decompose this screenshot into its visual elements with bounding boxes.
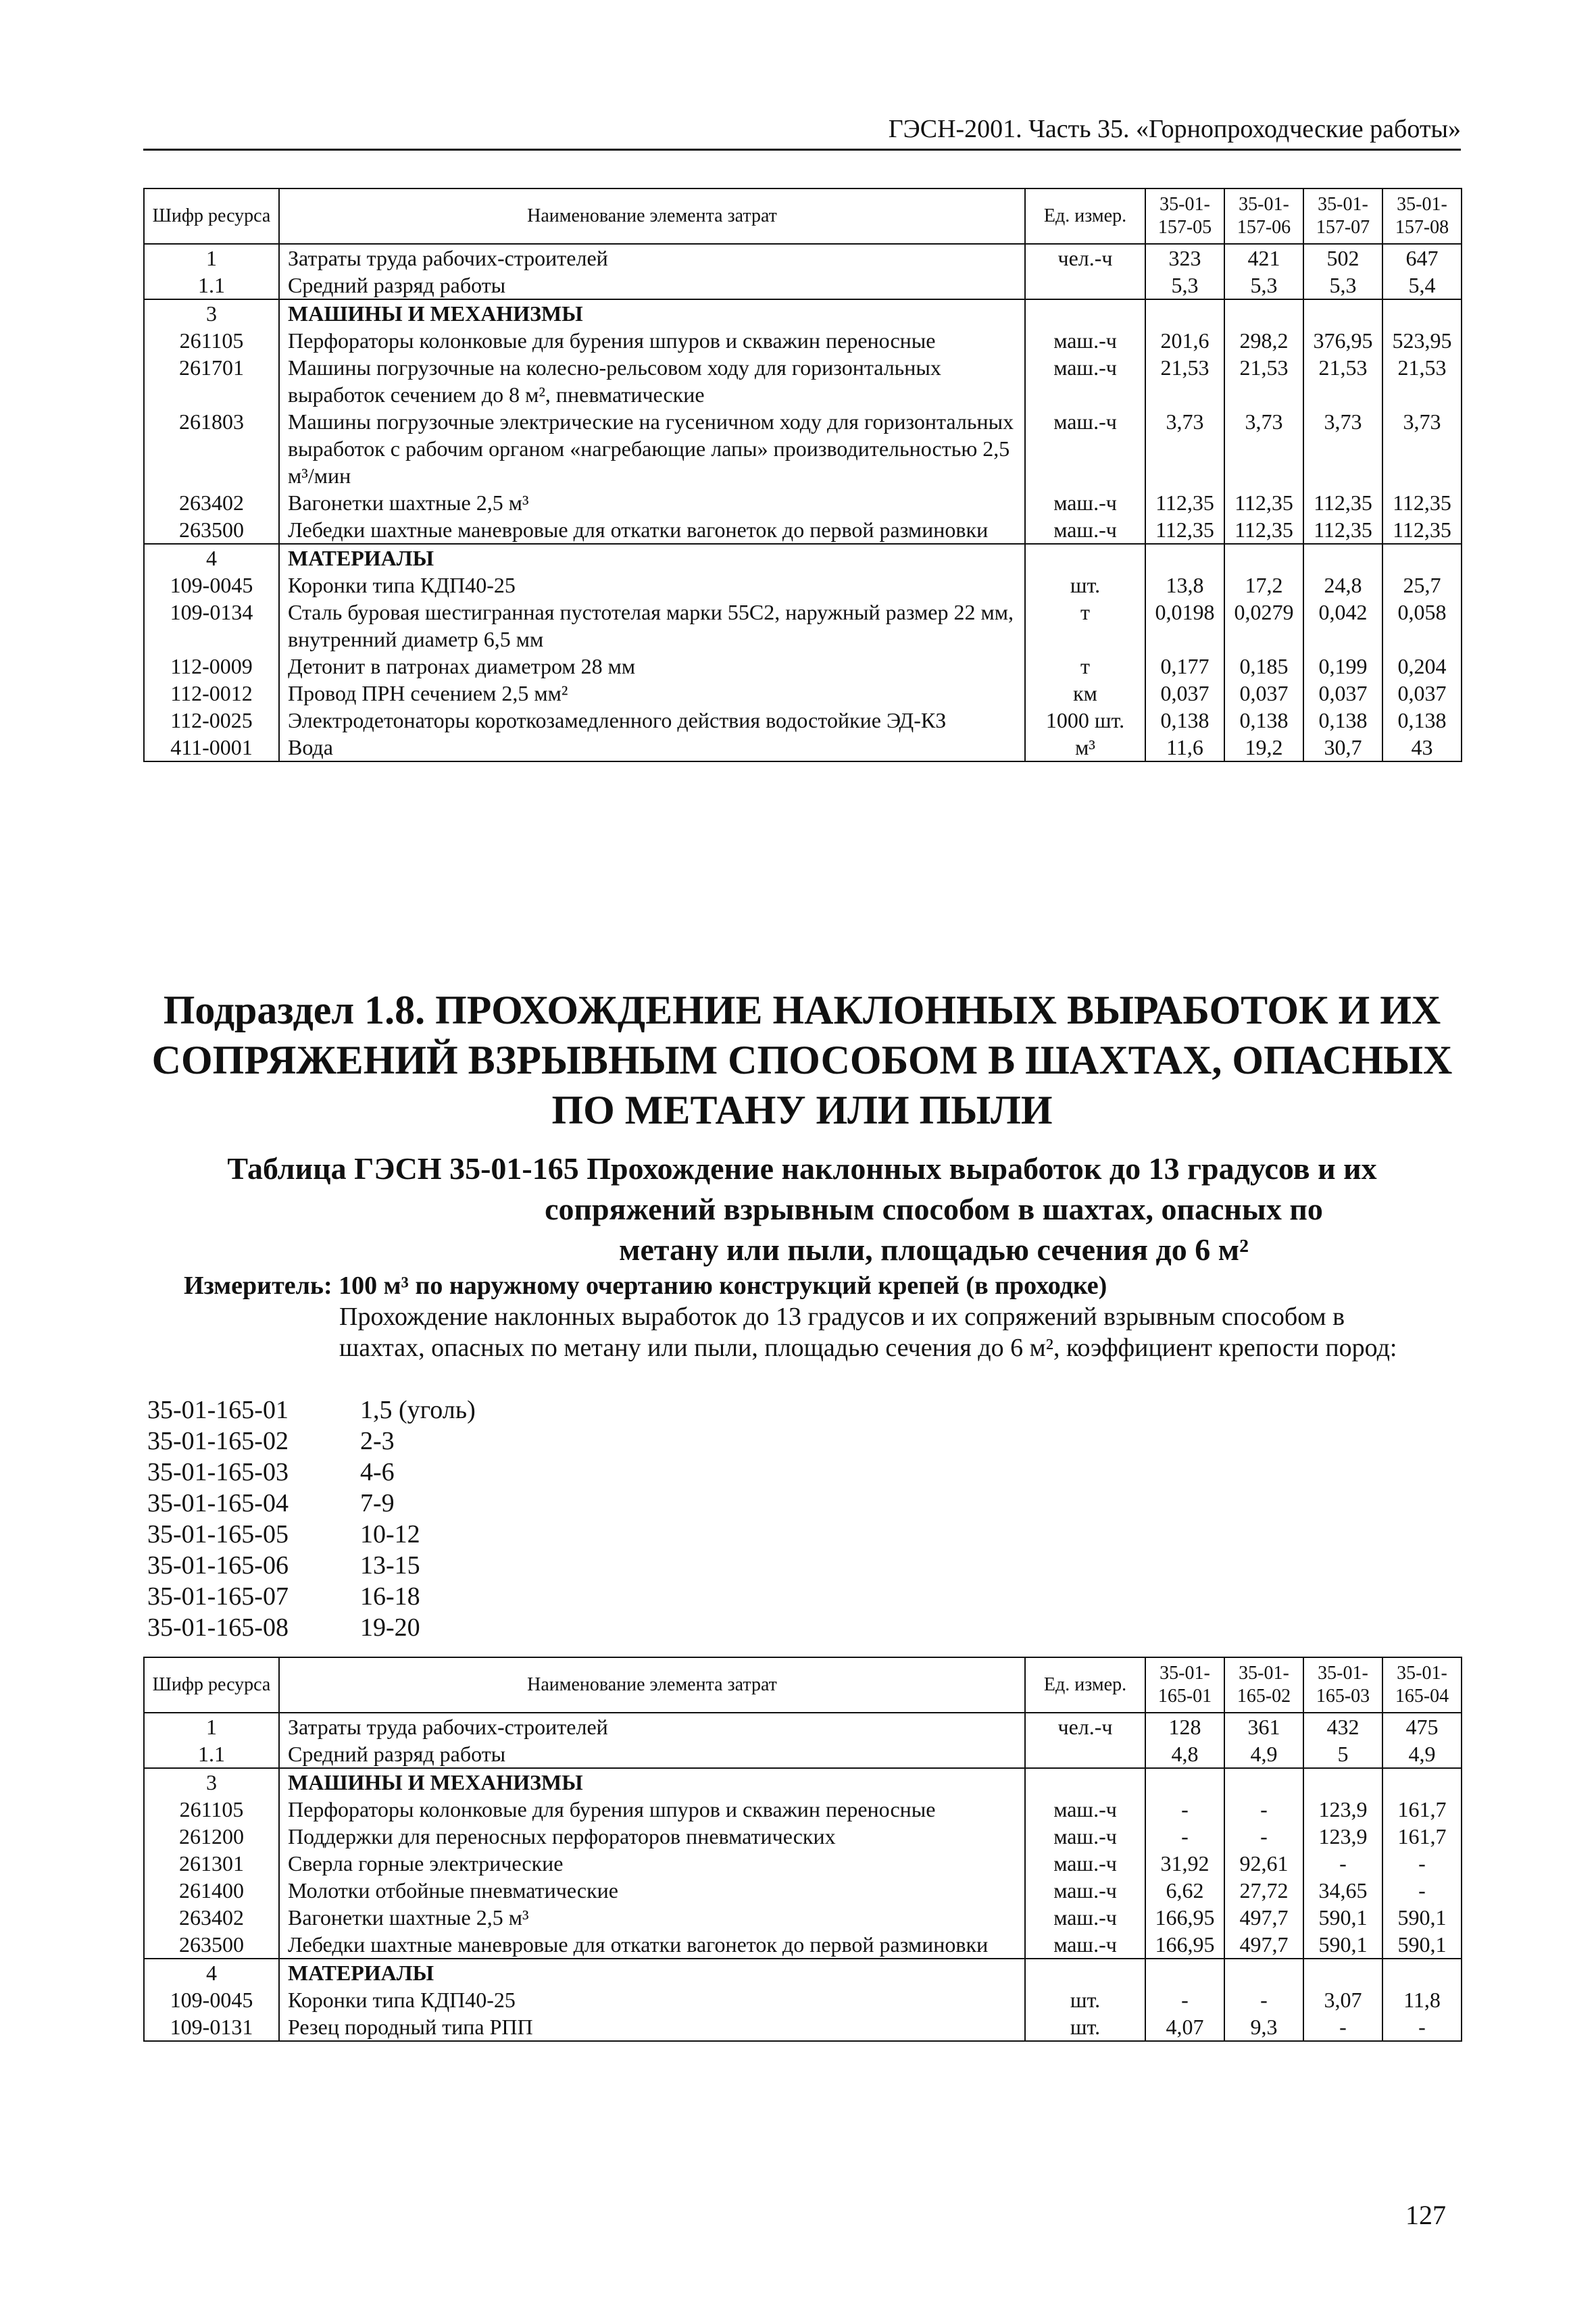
cell-value: 3,73 bbox=[1145, 408, 1224, 489]
cell-name: Вода bbox=[279, 734, 1025, 761]
table-body bbox=[144, 1657, 1462, 2041]
code-list-value: 16-18 bbox=[360, 1582, 420, 1611]
cell-value: 590,1 bbox=[1382, 1904, 1462, 1931]
table-row bbox=[144, 1823, 1462, 1850]
code-list-value: 4-6 bbox=[360, 1458, 395, 1486]
cell-value: 432 bbox=[1303, 1713, 1382, 1740]
cell-value: 13,8 bbox=[1145, 572, 1224, 599]
cell-code: 261105 bbox=[144, 327, 279, 354]
cell-value: - bbox=[1382, 2013, 1462, 2041]
cell-value: 17,2 bbox=[1224, 572, 1303, 599]
cell-value: 21,53 bbox=[1382, 354, 1462, 408]
table-row bbox=[144, 1877, 1462, 1904]
cell-value bbox=[1382, 299, 1462, 327]
cell-unit: шт. bbox=[1025, 2013, 1145, 2041]
cell-value: 34,65 bbox=[1303, 1877, 1382, 1904]
cell-value bbox=[1382, 1959, 1462, 1986]
cell-value: 161,7 bbox=[1382, 1823, 1462, 1850]
code-list-code: 35-01-165-06 bbox=[147, 1551, 289, 1580]
cell-value: 166,95 bbox=[1145, 1931, 1224, 1959]
cell-name: Затраты труда рабочих-строителей bbox=[279, 244, 1025, 272]
cell-value bbox=[1224, 544, 1303, 572]
cell-name: Лебедки шахтные маневровые для откатки вагонеток до первой разминовки bbox=[279, 1931, 1025, 1959]
cell-value: 30,7 bbox=[1303, 734, 1382, 761]
table-row bbox=[144, 1986, 1462, 2013]
code-list-item bbox=[147, 1426, 476, 1457]
table-row bbox=[144, 707, 1462, 734]
running-header: ГЭСН-2001. Часть 35. «Горнопроходческие работы» bbox=[143, 114, 1461, 151]
cell-value: 43 bbox=[1382, 734, 1462, 761]
table-row bbox=[144, 1713, 1462, 1740]
cell-code: 261105 bbox=[144, 1796, 279, 1823]
header-code: Шифр ресурса bbox=[144, 188, 279, 244]
cell-value: 21,53 bbox=[1145, 354, 1224, 408]
cell-unit: маш.-ч bbox=[1025, 1877, 1145, 1904]
cell-unit: шт. bbox=[1025, 1986, 1145, 2013]
cell-value: 421 bbox=[1224, 244, 1303, 272]
cell-value bbox=[1145, 1768, 1224, 1796]
code-list-code: 35-01-165-03 bbox=[147, 1458, 289, 1486]
cell-code: 4 bbox=[144, 544, 279, 572]
cell-name: Затраты труда рабочих-строителей bbox=[279, 1713, 1025, 1740]
measure-unit: Измеритель: 100 м³ по наружному очертанию конструкций крепей (в проходке) bbox=[184, 1272, 1107, 1300]
subsection-title: Подраздел 1.8. ПРОХОЖДЕНИЕ НАКЛОННЫХ ВЫРАБОТОК И ИХ СОПРЯЖЕНИЙ ВЗРЫВНЫМ СПОСОБОМ В ШАХТАХ, ОПАСНЫХ ПО МЕТАНУ ИЛИ ПЫЛИ bbox=[151, 988, 1453, 1132]
cell-value: 502 bbox=[1303, 244, 1382, 272]
cell-code: 1 bbox=[144, 1713, 279, 1740]
cell-value bbox=[1224, 299, 1303, 327]
cell-name: Сверла горные электрические bbox=[279, 1850, 1025, 1877]
cell-name: Лебедки шахтные маневровые для откатки вагонеток до первой разминовки bbox=[279, 516, 1025, 544]
cell-name: МАТЕРИАЛЫ bbox=[279, 544, 1025, 572]
cell-name: Сталь буровая шестигранная пустотелая марки 55С2, наружный размер 22 мм, внутренний диаметр 6,5 мм bbox=[279, 599, 1025, 653]
cell-value: 5 bbox=[1303, 1740, 1382, 1768]
table-body bbox=[144, 188, 1462, 761]
code-list-item bbox=[147, 1519, 476, 1550]
table-row bbox=[144, 544, 1462, 572]
cell-unit: маш.-ч bbox=[1025, 1931, 1145, 1959]
cell-value: 0,138 bbox=[1145, 707, 1224, 734]
header-column-3: 35-01- 165-03 bbox=[1303, 1657, 1382, 1713]
cell-value bbox=[1382, 1768, 1462, 1796]
cell-unit: чел.-ч bbox=[1025, 244, 1145, 272]
cell-value: 3,73 bbox=[1224, 408, 1303, 489]
cell-code: 261400 bbox=[144, 1877, 279, 1904]
cell-unit: чел.-ч bbox=[1025, 1713, 1145, 1740]
table-row bbox=[144, 327, 1462, 354]
resource-table-157 bbox=[143, 188, 1462, 762]
table-title bbox=[143, 1149, 1461, 1270]
cell-unit: т bbox=[1025, 599, 1145, 653]
table-row bbox=[144, 1931, 1462, 1959]
cell-value bbox=[1224, 1959, 1303, 1986]
table-row bbox=[144, 1768, 1462, 1796]
table-row bbox=[144, 244, 1462, 272]
cell-value: 9,3 bbox=[1224, 2013, 1303, 2041]
cell-value: - bbox=[1382, 1877, 1462, 1904]
cell-code: 263402 bbox=[144, 1904, 279, 1931]
cell-unit: маш.-ч bbox=[1025, 1823, 1145, 1850]
cell-value: 298,2 bbox=[1224, 327, 1303, 354]
header-name: Наименование элемента затрат bbox=[279, 188, 1025, 244]
cell-code: 1.1 bbox=[144, 1740, 279, 1768]
header-column-2: 35-01- 165-02 bbox=[1224, 1657, 1303, 1713]
table-row bbox=[144, 653, 1462, 680]
cell-value bbox=[1145, 299, 1224, 327]
table-title-line-3: метану или пыли, площадью сечения до 6 м² bbox=[619, 1232, 1249, 1267]
code-list-value: 10-12 bbox=[360, 1520, 420, 1549]
table-row bbox=[144, 572, 1462, 599]
cell-value: 3,73 bbox=[1303, 408, 1382, 489]
code-list-item bbox=[147, 1612, 476, 1643]
cell-unit bbox=[1025, 1768, 1145, 1796]
cell-value: 497,7 bbox=[1224, 1904, 1303, 1931]
cell-name: Провод ПРН сечением 2,5 мм² bbox=[279, 680, 1025, 707]
cell-unit: маш.-ч bbox=[1025, 489, 1145, 516]
cell-name: Машины погрузочные электрические на гусеничном ходу для горизонтальных выработок с рабочим органом «нагребающие лапы» производительностью 2,5 м³/мин bbox=[279, 408, 1025, 489]
code-list-code: 35-01-165-01 bbox=[147, 1396, 289, 1424]
cell-value: 523,95 bbox=[1382, 327, 1462, 354]
cell-value: 11,6 bbox=[1145, 734, 1224, 761]
code-list-item bbox=[147, 1457, 476, 1488]
cell-value: - bbox=[1145, 1796, 1224, 1823]
cell-value bbox=[1145, 544, 1224, 572]
cell-value: 112,35 bbox=[1145, 489, 1224, 516]
cell-code: 261803 bbox=[144, 408, 279, 489]
cell-name: Коронки типа КДП40-25 bbox=[279, 1986, 1025, 2013]
cell-value bbox=[1303, 1959, 1382, 1986]
cell-value: 5,4 bbox=[1382, 272, 1462, 299]
cell-name: МАШИНЫ И МЕХАНИЗМЫ bbox=[279, 299, 1025, 327]
cell-value: 92,61 bbox=[1224, 1850, 1303, 1877]
cell-value: 5,3 bbox=[1224, 272, 1303, 299]
cell-unit: маш.-ч bbox=[1025, 516, 1145, 544]
cell-name: Перфораторы колонковые для бурения шпуров и скважин переносные bbox=[279, 327, 1025, 354]
code-list-value: 2-3 bbox=[360, 1427, 395, 1455]
table-row bbox=[144, 354, 1462, 408]
header-column-2: 35-01- 157-06 bbox=[1224, 188, 1303, 244]
cell-value: 5,3 bbox=[1145, 272, 1224, 299]
cell-value: - bbox=[1303, 1850, 1382, 1877]
table-row bbox=[144, 1796, 1462, 1823]
header-column-4: 35-01- 165-04 bbox=[1382, 1657, 1462, 1713]
cell-value: 24,8 bbox=[1303, 572, 1382, 599]
header-column-3: 35-01- 157-07 bbox=[1303, 188, 1382, 244]
cell-value: 0,138 bbox=[1224, 707, 1303, 734]
cell-value: 497,7 bbox=[1224, 1931, 1303, 1959]
cell-value: 0,185 bbox=[1224, 653, 1303, 680]
cell-value: 0,037 bbox=[1224, 680, 1303, 707]
cell-value: - bbox=[1303, 2013, 1382, 2041]
cell-value: 21,53 bbox=[1303, 354, 1382, 408]
cell-code: 411-0001 bbox=[144, 734, 279, 761]
header-name: Наименование элемента затрат bbox=[279, 1657, 1025, 1713]
cell-value: 0,037 bbox=[1382, 680, 1462, 707]
cell-unit: маш.-ч bbox=[1025, 1796, 1145, 1823]
code-list-item bbox=[147, 1394, 476, 1426]
cell-name: Вагонетки шахтные 2,5 м³ bbox=[279, 1904, 1025, 1931]
cell-value: 31,92 bbox=[1145, 1850, 1224, 1877]
table-row bbox=[144, 1850, 1462, 1877]
cell-unit: км bbox=[1025, 680, 1145, 707]
cell-code: 263500 bbox=[144, 1931, 279, 1959]
cell-value: 0,199 bbox=[1303, 653, 1382, 680]
code-list-item bbox=[147, 1488, 476, 1519]
header-row bbox=[144, 188, 1462, 244]
code-list-value: 13-15 bbox=[360, 1551, 420, 1580]
cell-name: Средний разряд работы bbox=[279, 272, 1025, 299]
cell-code: 112-0009 bbox=[144, 653, 279, 680]
cell-value bbox=[1382, 544, 1462, 572]
cell-unit: м³ bbox=[1025, 734, 1145, 761]
cell-value: 361 bbox=[1224, 1713, 1303, 1740]
cell-code: 109-0131 bbox=[144, 2013, 279, 2041]
cell-value: 123,9 bbox=[1303, 1823, 1382, 1850]
cell-name: Машины погрузочные на колесно-рельсовом ходу для горизонтальных выработок сечением до 8 м², пневматические bbox=[279, 354, 1025, 408]
cell-value: 0,042 bbox=[1303, 599, 1382, 653]
header-unit: Ед. измер. bbox=[1025, 1657, 1145, 1713]
table-title-line-2: сопряжений взрывным способом в шахтах, опасных по bbox=[545, 1192, 1323, 1226]
cell-code: 3 bbox=[144, 299, 279, 327]
cell-value: 0,177 bbox=[1145, 653, 1224, 680]
cell-name: МАТЕРИАЛЫ bbox=[279, 1959, 1025, 1986]
code-list bbox=[147, 1394, 476, 1643]
table-description: Прохождение наклонных выработок до 13 градусов и их сопряжений взрывным способом в шахтах, опасных по метану или пыли, площадью сечения до 6 м², коэффициент крепости пород: bbox=[339, 1303, 1397, 1362]
cell-value bbox=[1145, 1959, 1224, 1986]
table-row bbox=[144, 408, 1462, 489]
cell-code: 261301 bbox=[144, 1850, 279, 1877]
cell-code: 261200 bbox=[144, 1823, 279, 1850]
cell-name: Электродетонаторы короткозамедленного действия водостойкие ЭД-КЗ bbox=[279, 707, 1025, 734]
code-list-value: 7-9 bbox=[360, 1489, 395, 1517]
page-number: 127 bbox=[1405, 2200, 1446, 2230]
cell-code: 109-0134 bbox=[144, 599, 279, 653]
cell-value: 112,35 bbox=[1145, 516, 1224, 544]
table-row bbox=[144, 599, 1462, 653]
cell-value: 3,07 bbox=[1303, 1986, 1382, 2013]
cell-value: 201,6 bbox=[1145, 327, 1224, 354]
table-row bbox=[144, 680, 1462, 707]
cell-code: 1.1 bbox=[144, 272, 279, 299]
cell-unit bbox=[1025, 1740, 1145, 1768]
cell-code: 109-0045 bbox=[144, 1986, 279, 2013]
code-list-code: 35-01-165-04 bbox=[147, 1489, 289, 1517]
cell-value: - bbox=[1382, 1850, 1462, 1877]
header-column-1: 35-01- 165-01 bbox=[1145, 1657, 1224, 1713]
table-row bbox=[144, 1959, 1462, 1986]
cell-value: 112,35 bbox=[1303, 489, 1382, 516]
cell-value: 590,1 bbox=[1303, 1904, 1382, 1931]
cell-unit bbox=[1025, 1959, 1145, 1986]
cell-code: 112-0025 bbox=[144, 707, 279, 734]
cell-value: - bbox=[1224, 1823, 1303, 1850]
cell-value: 323 bbox=[1145, 244, 1224, 272]
cell-value: - bbox=[1145, 1986, 1224, 2013]
cell-value: 0,204 bbox=[1382, 653, 1462, 680]
cell-name: Резец породный типа РПП bbox=[279, 2013, 1025, 2041]
cell-value: 128 bbox=[1145, 1713, 1224, 1740]
cell-unit bbox=[1025, 299, 1145, 327]
cell-value: 3,73 bbox=[1382, 408, 1462, 489]
code-list-value: 19-20 bbox=[360, 1613, 420, 1642]
table-title-line-1: Таблица ГЭСН 35-01-165 Прохождение наклонных выработок до 13 градусов и их bbox=[227, 1151, 1377, 1186]
cell-value: 123,9 bbox=[1303, 1796, 1382, 1823]
table-row bbox=[144, 2013, 1462, 2041]
header-row bbox=[144, 1657, 1462, 1713]
header-code: Шифр ресурса bbox=[144, 1657, 279, 1713]
code-list-code: 35-01-165-08 bbox=[147, 1613, 289, 1642]
cell-name: МАШИНЫ И МЕХАНИЗМЫ bbox=[279, 1768, 1025, 1796]
cell-unit: маш.-ч bbox=[1025, 354, 1145, 408]
cell-value: 112,35 bbox=[1224, 516, 1303, 544]
cell-value: 647 bbox=[1382, 244, 1462, 272]
cell-code: 3 bbox=[144, 1768, 279, 1796]
cell-unit: т bbox=[1025, 653, 1145, 680]
table-row bbox=[144, 299, 1462, 327]
cell-value: 161,7 bbox=[1382, 1796, 1462, 1823]
code-list-value: 1,5 (уголь) bbox=[360, 1396, 476, 1424]
cell-value: 112,35 bbox=[1303, 516, 1382, 544]
cell-value bbox=[1224, 1768, 1303, 1796]
code-list-item bbox=[147, 1550, 476, 1581]
cell-name: Средний разряд работы bbox=[279, 1740, 1025, 1768]
cell-value: 27,72 bbox=[1224, 1877, 1303, 1904]
cell-code: 109-0045 bbox=[144, 572, 279, 599]
cell-value bbox=[1303, 544, 1382, 572]
cell-name: Детонит в патронах диаметром 28 мм bbox=[279, 653, 1025, 680]
table-row bbox=[144, 1740, 1462, 1768]
cell-value: 25,7 bbox=[1382, 572, 1462, 599]
cell-value: 0,0279 bbox=[1224, 599, 1303, 653]
cell-value: 4,8 bbox=[1145, 1740, 1224, 1768]
cell-name: Коронки типа КДП40-25 bbox=[279, 572, 1025, 599]
cell-unit: маш.-ч bbox=[1025, 327, 1145, 354]
cell-unit: маш.-ч bbox=[1025, 1850, 1145, 1877]
cell-value: 5,3 bbox=[1303, 272, 1382, 299]
code-list-code: 35-01-165-02 bbox=[147, 1427, 289, 1455]
cell-value: 0,058 bbox=[1382, 599, 1462, 653]
code-list-code: 35-01-165-05 bbox=[147, 1520, 289, 1549]
cell-value: 19,2 bbox=[1224, 734, 1303, 761]
cell-value: 4,9 bbox=[1382, 1740, 1462, 1768]
cell-unit bbox=[1025, 272, 1145, 299]
cell-code: 263402 bbox=[144, 489, 279, 516]
cell-value: 590,1 bbox=[1303, 1931, 1382, 1959]
cell-value: 166,95 bbox=[1145, 1904, 1224, 1931]
cell-value: 112,35 bbox=[1382, 489, 1462, 516]
cell-code: 4 bbox=[144, 1959, 279, 1986]
cell-value: - bbox=[1224, 1796, 1303, 1823]
cell-value: 0,0198 bbox=[1145, 599, 1224, 653]
header-unit: Ед. измер. bbox=[1025, 188, 1145, 244]
resource-table-165 bbox=[143, 1657, 1462, 2042]
cell-unit: маш.-ч bbox=[1025, 408, 1145, 489]
table-row bbox=[144, 272, 1462, 299]
code-list-code: 35-01-165-07 bbox=[147, 1582, 289, 1611]
cell-value: - bbox=[1145, 1823, 1224, 1850]
cell-value: 4,9 bbox=[1224, 1740, 1303, 1768]
cell-code: 1 bbox=[144, 244, 279, 272]
table-row bbox=[144, 516, 1462, 544]
header-column-4: 35-01- 157-08 bbox=[1382, 188, 1462, 244]
table-row bbox=[144, 1904, 1462, 1931]
cell-unit: шт. bbox=[1025, 572, 1145, 599]
cell-value: 112,35 bbox=[1224, 489, 1303, 516]
cell-value: 475 bbox=[1382, 1713, 1462, 1740]
cell-value: 376,95 bbox=[1303, 327, 1382, 354]
cell-code: 112-0012 bbox=[144, 680, 279, 707]
cell-value: 11,8 bbox=[1382, 1986, 1462, 2013]
cell-code: 263500 bbox=[144, 516, 279, 544]
cell-code: 261701 bbox=[144, 354, 279, 408]
table-row bbox=[144, 734, 1462, 761]
cell-unit: 1000 шт. bbox=[1025, 707, 1145, 734]
table-row bbox=[144, 489, 1462, 516]
cell-unit: маш.-ч bbox=[1025, 1904, 1145, 1931]
cell-value: 0,037 bbox=[1303, 680, 1382, 707]
cell-value: 21,53 bbox=[1224, 354, 1303, 408]
cell-value: 0,138 bbox=[1382, 707, 1462, 734]
code-list-item bbox=[147, 1581, 476, 1612]
cell-value bbox=[1303, 299, 1382, 327]
cell-value: 6,62 bbox=[1145, 1877, 1224, 1904]
cell-name: Поддержки для переносных перфораторов пневматических bbox=[279, 1823, 1025, 1850]
cell-value bbox=[1303, 1768, 1382, 1796]
cell-value: 0,037 bbox=[1145, 680, 1224, 707]
cell-value: 0,138 bbox=[1303, 707, 1382, 734]
cell-unit bbox=[1025, 544, 1145, 572]
cell-value: 4,07 bbox=[1145, 2013, 1224, 2041]
cell-name: Молотки отбойные пневматические bbox=[279, 1877, 1025, 1904]
cell-value: 590,1 bbox=[1382, 1931, 1462, 1959]
cell-value: 112,35 bbox=[1382, 516, 1462, 544]
cell-name: Перфораторы колонковые для бурения шпуров и скважин переносные bbox=[279, 1796, 1025, 1823]
cell-name: Вагонетки шахтные 2,5 м³ bbox=[279, 489, 1025, 516]
header-column-1: 35-01- 157-05 bbox=[1145, 188, 1224, 244]
cell-value: - bbox=[1224, 1986, 1303, 2013]
